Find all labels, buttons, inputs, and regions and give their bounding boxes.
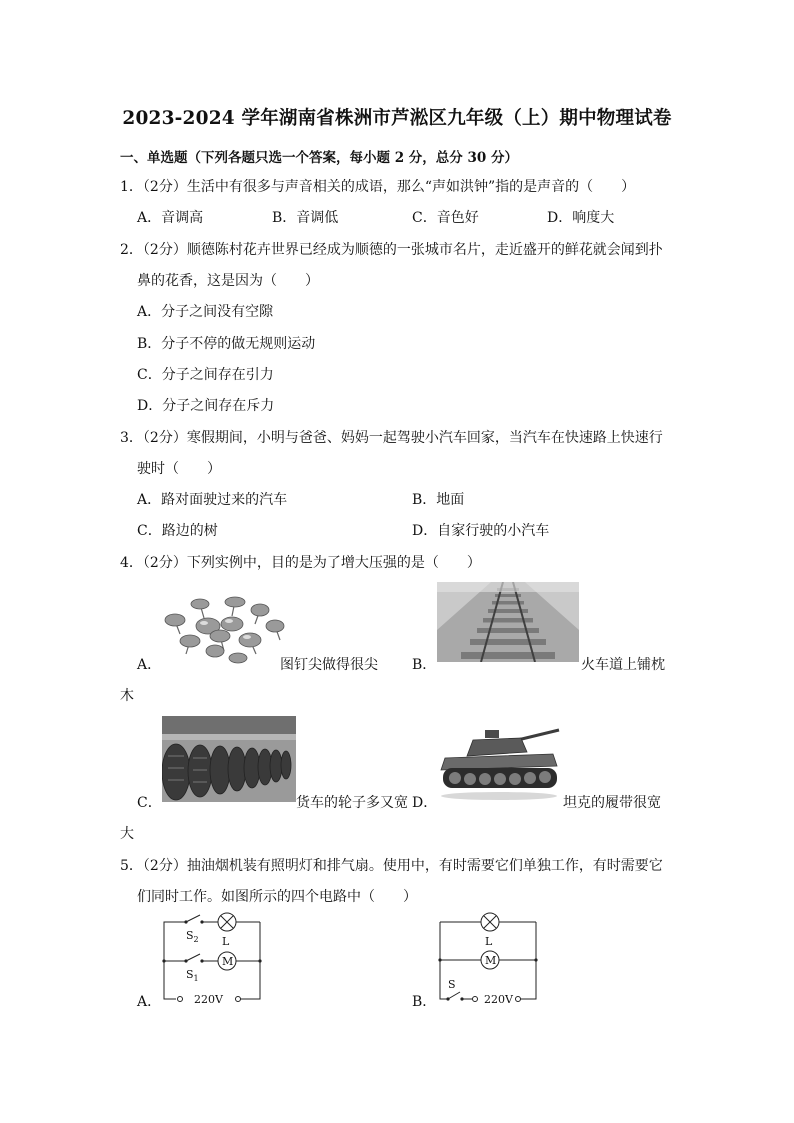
q2-option-c: C．分子之间存在引力 (137, 367, 274, 383)
circuit-b-switch-label: S (448, 978, 456, 991)
q4-option-a-caption: 图钉尖做得很尖 (280, 657, 378, 673)
q4-option-d-wrap: 大 (120, 826, 134, 842)
question-3-line1: 3．（2分）寒假期间，小明与爸爸、妈妈一起驾驶小汽车回家，当汽车在快速路上快速行 (120, 430, 663, 446)
question-2-line2: 鼻的花香，这是因为（ ） (137, 273, 319, 289)
truck-wheels-image (162, 716, 296, 802)
circuit-a-diagram (150, 908, 270, 1008)
section-heading: 一、单选题（下列各题只选一个答案，每小题 2 分，总分 30 分） (120, 150, 518, 166)
page-title: 2023-2024 学年湖南省株洲市芦淞区九年级（上）期中物理试卷 (122, 108, 672, 129)
circuit-a-s2-label: $S_2$ (186, 929, 199, 944)
question-3-line2: 驶时（ ） (137, 461, 221, 477)
circuit-b-diagram (430, 908, 550, 1008)
question-4-text: 4．（2分）下列实例中，目的是为了增大压强的是（ ） (120, 555, 481, 571)
q2-option-d: D．分子之间存在斥力 (137, 398, 275, 414)
circuit-a-s1-label: $S_1$ (186, 968, 199, 983)
q4-option-a-label: A． (137, 657, 162, 673)
q4-option-b-wrap: 木 (120, 688, 134, 704)
q4-option-d-label: D． (412, 795, 438, 811)
q4-option-b-caption: 火车道上铺枕 (581, 657, 665, 673)
q1-option-c: C．音色好 (412, 210, 479, 226)
q1-option-a: A．音调高 (137, 210, 204, 226)
q1-option-d: D．响度大 (547, 210, 615, 226)
question-5-line2: 们同时工作。如图所示的四个电路中（ ） (137, 889, 417, 905)
q4-option-c-label: C． (137, 795, 162, 811)
circuit-a-lamp-label: L (222, 935, 230, 948)
q3-option-b: B．地面 (412, 492, 465, 508)
question-5-line1: 5．（2分）抽油烟机装有照明灯和排气扇。使用中，有时需要它们单独工作，有时需要它 (120, 858, 663, 874)
q2-option-a: A．分子之间没有空隙 (137, 304, 274, 320)
q5-option-b-label: B． (412, 994, 437, 1010)
q3-option-c: C．路边的树 (137, 523, 218, 539)
q4-option-b-label: B． (412, 657, 437, 673)
q2-option-b: B．分子不停的做无规则运动 (137, 336, 316, 352)
question-2-line1: 2．（2分）顺德陈村花卉世界已经成为顺德的一张城市名片，走近盛开的鲜花就会闻到扑 (120, 242, 663, 258)
circuit-b-voltage-label: 220V (484, 993, 513, 1006)
circuit-a-motor-label: M (222, 955, 234, 968)
circuit-b-motor-label: M (485, 954, 497, 967)
q4-option-d-caption: 坦克的履带很宽 (563, 795, 661, 811)
question-1-text: 1．（2分）生活中有很多与声音相关的成语，那么“声如洪钟”指的是声音的（ ） (120, 179, 636, 195)
q3-option-d: D．自家行驶的小汽车 (412, 523, 550, 539)
thumbtacks-image (160, 596, 290, 672)
tank-image (437, 722, 562, 802)
q4-option-c-caption: 货车的轮子多又宽 (296, 795, 408, 811)
q1-option-b: B．音调低 (272, 210, 339, 226)
circuit-a-voltage-label: 220V (194, 993, 223, 1006)
q5-option-a-label: A． (137, 994, 162, 1010)
circuit-b-lamp-label: L (485, 935, 493, 948)
railway-track-image (437, 582, 579, 662)
q3-option-a: A．路对面驶过来的汽车 (137, 492, 288, 508)
